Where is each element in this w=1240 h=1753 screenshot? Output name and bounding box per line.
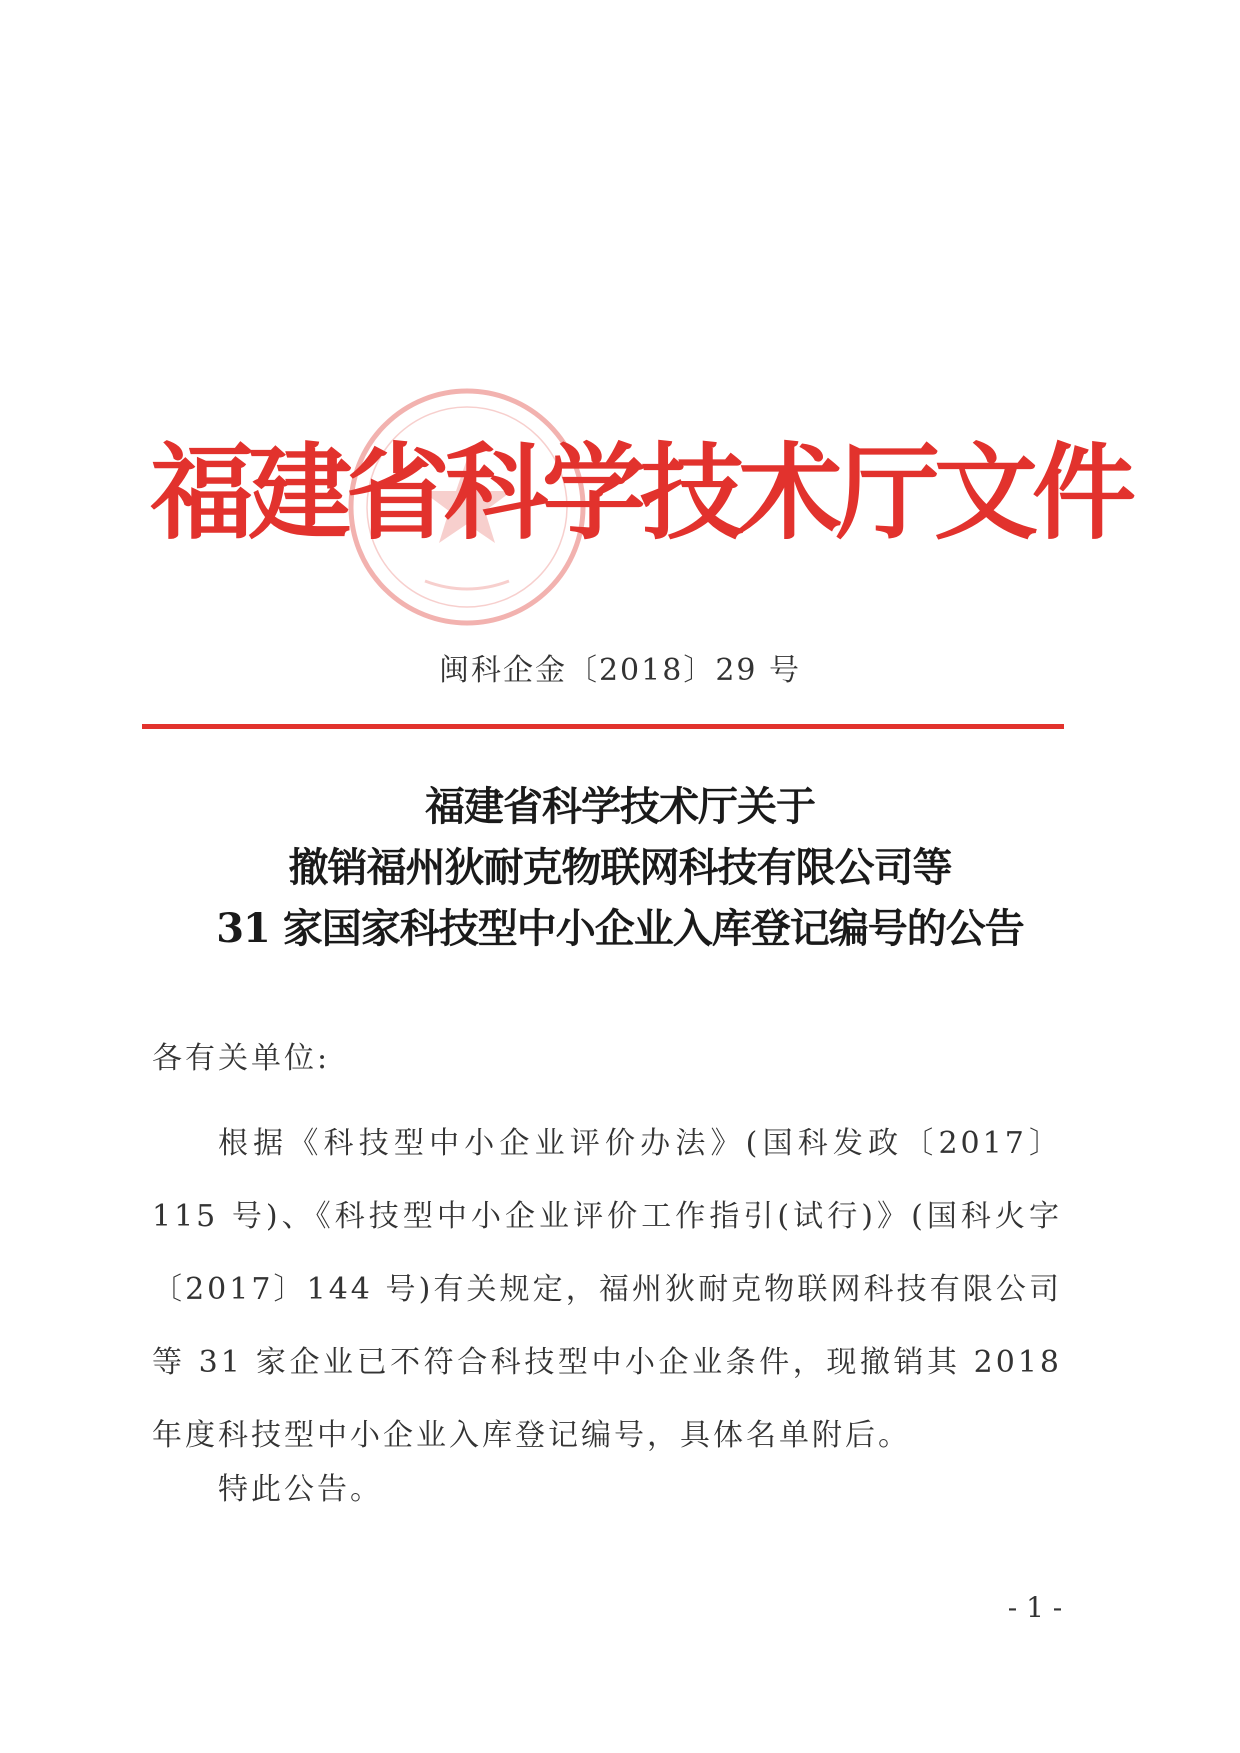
announcement-title bbox=[0, 776, 1240, 959]
title-line-1: 福建省科学技术厅关于 bbox=[425, 783, 815, 830]
body-paragraph: 根据《科技型中小企业评价办法》(国科发政〔2017〕115 号)、《科技型中小企业评价工作指引(试行)》(国科火字〔2017〕144 号)有关规定，福州狄耐克物联网科技有限公司等 31 家企业已不符合科技型中小企业条件，现撤销其 2018 年度科技型中小企业入库登记编号，具体名单附后。 bbox=[152, 1126, 1062, 1453]
title-line-2: 撤销福州狄耐克物联网科技有限公司等 bbox=[288, 844, 952, 891]
red-divider-line bbox=[142, 724, 1064, 729]
document-masthead: 福建省科学技术厅文件 bbox=[150, 431, 1131, 554]
page-number: - 1 - bbox=[1007, 1591, 1063, 1624]
document-number: 闽科企金〔2018〕29 号 bbox=[438, 653, 802, 688]
closing-line: 特此公告。 bbox=[218, 1472, 383, 1507]
salutation: 各有关单位: bbox=[152, 1041, 331, 1076]
title-line-3: 31 家国家科技型中小企业入库登记编号的公告 bbox=[216, 905, 1024, 952]
